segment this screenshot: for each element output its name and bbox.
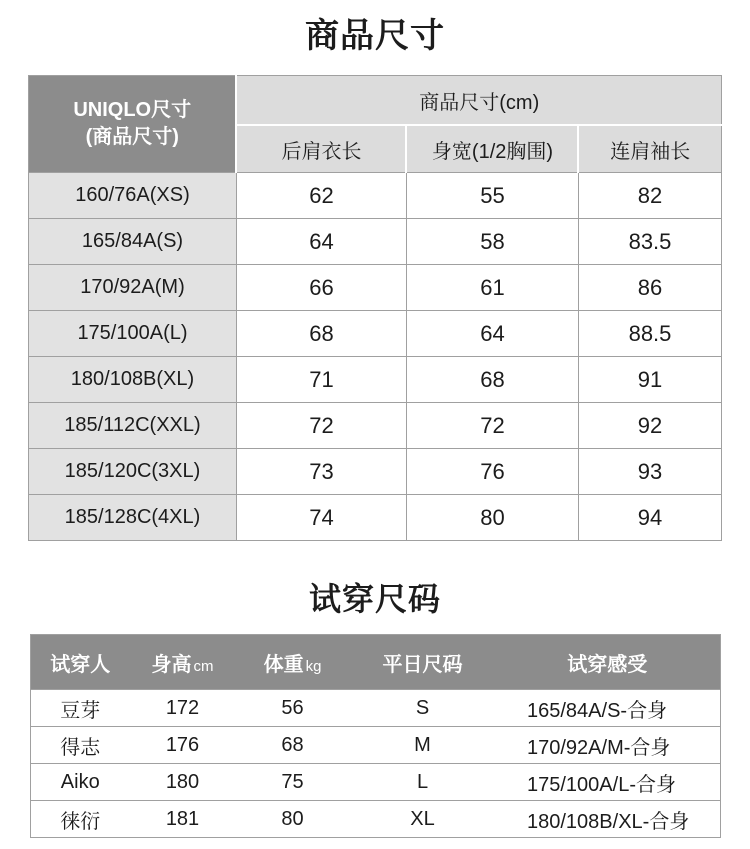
fitter-name: 豆芽 <box>30 690 130 727</box>
fitter-usual-size: S <box>350 690 495 727</box>
size-value: 71 <box>236 357 406 403</box>
fit-table-row <box>30 764 720 801</box>
fitter-usual-size: M <box>350 727 495 764</box>
fit-table-row <box>30 690 720 727</box>
unit-label: kg <box>305 657 322 675</box>
size-table-row <box>28 265 721 311</box>
size-table-row <box>28 495 721 541</box>
size-value: 62 <box>236 173 406 219</box>
fitter-feedback: 180/108B/XL-合身 <box>495 801 720 838</box>
fit-table-header-row <box>30 635 720 690</box>
column-header-feedback <box>495 635 720 690</box>
size-value: 74 <box>236 495 406 541</box>
size-label: 170/92A(M) <box>28 265 236 311</box>
size-label: 185/112C(XXL) <box>28 403 236 449</box>
column-header-fitter <box>30 635 130 690</box>
size-value: 73 <box>236 449 406 495</box>
size-value: 94 <box>578 495 721 541</box>
fitter-height: 180 <box>130 764 235 801</box>
size-value: 68 <box>406 357 578 403</box>
fitter-weight: 80 <box>235 801 350 838</box>
fitter-feedback: 165/84A/S-合身 <box>495 690 720 727</box>
size-label: 160/76A(XS) <box>28 173 236 219</box>
size-value: 66 <box>236 265 406 311</box>
column-header-usual-size <box>350 635 495 690</box>
size-table-row <box>28 357 721 403</box>
fitter-feedback: 170/92A/M-合身 <box>495 727 720 764</box>
fitter-height: 181 <box>130 801 235 838</box>
fit-table-row <box>30 801 720 838</box>
fit-table-row <box>30 727 720 764</box>
size-table-unit-header: 商品尺寸(cm) <box>236 76 721 126</box>
unit-label: cm <box>193 657 214 675</box>
size-value: 64 <box>236 219 406 265</box>
size-value: 76 <box>406 449 578 495</box>
fit-table <box>30 634 721 838</box>
size-value: 88.5 <box>578 311 721 357</box>
column-header-body-width: 身宽(1/2胸围) <box>406 125 578 173</box>
size-label: 185/128C(4XL) <box>28 495 236 541</box>
column-header-weight <box>235 635 350 690</box>
size-table-row <box>28 403 721 449</box>
size-table-row <box>28 311 721 357</box>
size-value: 58 <box>406 219 578 265</box>
header-label: 试穿感受 <box>567 653 648 676</box>
size-value: 86 <box>578 265 721 311</box>
header-label: 平日尺码 <box>382 653 463 676</box>
size-label: 180/108B(XL) <box>28 357 236 403</box>
fitter-weight: 75 <box>235 764 350 801</box>
size-value: 82 <box>578 173 721 219</box>
size-value: 55 <box>406 173 578 219</box>
size-value: 92 <box>578 403 721 449</box>
size-label: 185/120C(3XL) <box>28 449 236 495</box>
size-table-corner-header <box>28 76 236 173</box>
header-label: 身高 <box>151 653 192 676</box>
size-value: 80 <box>406 495 578 541</box>
column-header-sleeve-length: 连肩袖长 <box>578 125 721 173</box>
size-value: 68 <box>236 311 406 357</box>
fitter-usual-size: XL <box>350 801 495 838</box>
size-value: 61 <box>406 265 578 311</box>
fitter-weight: 56 <box>235 690 350 727</box>
fitter-name: 得志 <box>30 727 130 764</box>
header-label: 试穿人 <box>50 653 111 676</box>
header-label: 体重 <box>263 653 304 676</box>
size-table <box>28 75 722 541</box>
column-header-back-length: 后肩衣长 <box>236 125 406 173</box>
size-label: 165/84A(S) <box>28 219 236 265</box>
size-table-row <box>28 219 721 265</box>
size-value: 72 <box>236 403 406 449</box>
size-value: 72 <box>406 403 578 449</box>
fitter-height: 172 <box>130 690 235 727</box>
fitter-feedback: 175/100A/L-合身 <box>495 764 720 801</box>
fitter-name: Aiko <box>30 764 130 801</box>
fitter-height: 176 <box>130 727 235 764</box>
fit-section-title: 试穿尺码 <box>308 581 441 617</box>
size-table-row <box>28 173 721 219</box>
size-value: 93 <box>578 449 721 495</box>
size-table-group-header-row <box>28 76 721 126</box>
size-value: 64 <box>406 311 578 357</box>
corner-header-line2: (商品尺寸) <box>85 126 179 148</box>
fitter-name: 徕衍 <box>30 801 130 838</box>
size-section-title: 商品尺寸 <box>305 17 445 55</box>
fitter-usual-size: L <box>350 764 495 801</box>
fitter-weight: 68 <box>235 727 350 764</box>
size-label: 175/100A(L) <box>28 311 236 357</box>
size-table-row <box>28 449 721 495</box>
size-value: 83.5 <box>578 219 721 265</box>
column-header-height <box>130 635 235 690</box>
size-value: 91 <box>578 357 721 403</box>
corner-header-line1: UNIQLO尺寸 <box>73 99 192 121</box>
